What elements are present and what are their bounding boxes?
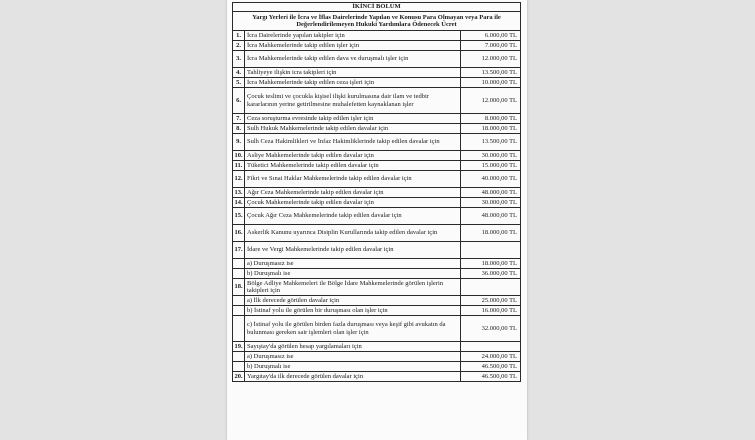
item-number <box>233 269 245 279</box>
item-description: Çocuk Ağır Ceza Mahkemelerinde takip edilen davalar için <box>245 208 461 225</box>
item-fee: 30.000,00 TL <box>461 198 521 208</box>
table-row <box>233 225 521 242</box>
item-fee: 48.000,00 TL <box>461 188 521 198</box>
table-row <box>233 242 521 259</box>
table-row <box>233 372 521 382</box>
item-description: a) Duruşmasız ise <box>245 352 461 362</box>
table-row <box>233 342 521 352</box>
item-description: b) İstinaf yolu ile görülen bir duruşması olan işler için <box>245 306 461 316</box>
item-fee <box>461 279 521 296</box>
item-description: Sulh Hukuk Mahkemelerinde takip edilen davalar için <box>245 124 461 134</box>
table-row <box>233 316 521 342</box>
table-row <box>233 198 521 208</box>
item-number: 2. <box>233 41 245 51</box>
item-fee: 36.000,00 TL <box>461 269 521 279</box>
item-number: 8. <box>233 124 245 134</box>
item-number <box>233 316 245 342</box>
item-description: Tüketici Mahkemelerinde takip edilen davalar için <box>245 161 461 171</box>
table-row <box>233 151 521 161</box>
item-description: Tahliyeye ilişkin icra takipleri için <box>245 68 461 78</box>
item-fee: 46.500,00 TL <box>461 372 521 382</box>
table-row <box>233 31 521 41</box>
item-number: 12. <box>233 171 245 188</box>
section-subtitle-row <box>233 12 521 31</box>
item-fee <box>461 342 521 352</box>
item-description: İcra Dairelerinde yapılan takipler için <box>245 31 461 41</box>
item-fee: 12.000,00 TL <box>461 88 521 114</box>
item-fee: 16.000,00 TL <box>461 306 521 316</box>
item-description: Fikri ve Sınai Haklar Mahkemelerinde takip edilen davalar için <box>245 171 461 188</box>
item-fee: 18.000,00 TL <box>461 225 521 242</box>
item-number: 7. <box>233 114 245 124</box>
item-fee: 10.000,00 TL <box>461 78 521 88</box>
item-description: İcra Mahkemelerinde takip edilen ceza işleri için <box>245 78 461 88</box>
item-description: İcra Mahkemelerinde takip edilen dava ve duruşmalı işler için <box>245 51 461 68</box>
table-row <box>233 51 521 68</box>
item-number: 1. <box>233 31 245 41</box>
item-description: İdare ve Vergi Mahkemelerinde takip edilen davalar için <box>245 242 461 259</box>
item-fee <box>461 242 521 259</box>
item-fee: 15.000,00 TL <box>461 161 521 171</box>
item-description: Yargıtay'da ilk derecede görülen davalar için <box>245 372 461 382</box>
table-row <box>233 362 521 372</box>
table-row <box>233 306 521 316</box>
item-number: 13. <box>234 188 243 196</box>
item-fee: 40.000,00 TL <box>461 171 521 188</box>
item-fee: 24.000,00 TL <box>461 352 521 362</box>
section-subtitle: Yargı Yerleri ile İcra ve İflas Dairelerinde Yapılan ve Konusu Para Olmayan veya Para ile Değerlendirilemeyen Hukuki Yardımlara Ödenecek Ücret <box>233 12 521 31</box>
item-description: c) İstinaf yolu ile görülen birden fazla duruşması veya keşif gibi avukatın da bulunması gereken sair işlemleri olan işler için <box>245 316 461 342</box>
table-row <box>233 124 521 134</box>
table-row <box>233 208 521 225</box>
table-row <box>233 279 521 296</box>
section-title-row <box>233 3 521 12</box>
item-fee: 46.500,00 TL <box>461 362 521 372</box>
item-fee: 48.000,00 TL <box>461 208 521 225</box>
document-page <box>227 0 527 440</box>
table-row <box>233 68 521 78</box>
item-description: Sayıştay'da görülen hesap yargılamaları için <box>245 342 461 352</box>
item-number <box>233 352 245 362</box>
item-description: Çocuk Mahkemelerinde takip edilen davalar için <box>245 198 461 208</box>
item-number: 20. <box>234 372 243 380</box>
table-row <box>233 78 521 88</box>
table-row <box>233 134 521 151</box>
item-fee: 13.500,00 TL <box>461 68 521 78</box>
item-fee: 25.000,00 TL <box>461 296 521 306</box>
table-row <box>233 188 521 198</box>
item-number: 18. <box>233 279 245 296</box>
item-number: 3. <box>233 51 245 68</box>
item-number <box>233 296 245 306</box>
table-row <box>233 161 521 171</box>
item-fee: 13.500,00 TL <box>461 134 521 151</box>
item-number: 9. <box>233 134 245 151</box>
item-number: 10. <box>234 151 243 159</box>
item-description: Bölge Adliye Mahkemeleri ile Bölge İdare Mahkemelerinde görülen işlerin takipleri için <box>245 279 461 296</box>
item-description: İcra Mahkemelerinde takip edilen işler için <box>245 41 461 51</box>
table-row <box>233 296 521 306</box>
item-number: 19. <box>234 342 243 350</box>
item-fee: 18.000,00 TL <box>461 259 521 269</box>
item-fee: 8.000,00 TL <box>461 114 521 124</box>
section-title: İKİNCİ BÖLÜM <box>233 3 521 12</box>
item-description: a) İlk derecede görülen davalar için <box>245 296 461 306</box>
item-number: 16. <box>233 225 245 242</box>
item-number <box>233 362 245 372</box>
item-fee: 7.000,00 TL <box>461 41 521 51</box>
item-number: 17. <box>233 242 245 259</box>
table-row <box>233 88 521 114</box>
table-row <box>233 171 521 188</box>
item-description: Sulh Ceza Hakimlikleri ve İnfaz Hakimliklerinde takip edilen davalar için <box>245 134 461 151</box>
item-description: a) Duruşmasız ise <box>245 259 461 269</box>
item-description: b) Duruşmalı ise <box>245 269 461 279</box>
item-fee: 12.000,00 TL <box>461 51 521 68</box>
table-row <box>233 41 521 51</box>
item-description: Çocuk teslimi ve çocukla kişisel ilişki kurulmasına dair ilam ve tedbir kararlarının yerine getirilmesine muhalefetten kaynaklanan işler <box>245 88 461 114</box>
item-number: 15. <box>233 208 245 225</box>
item-fee: 30.000,00 TL <box>461 151 521 161</box>
table-row <box>233 352 521 362</box>
item-number: 4. <box>233 68 245 78</box>
table-row <box>233 259 521 269</box>
item-description: Askerlik Kanunu uyarınca Disiplin Kurullarında takip edilen davalar için <box>245 225 461 242</box>
table-row <box>233 114 521 124</box>
item-fee: 6.000,00 TL <box>461 31 521 41</box>
item-number <box>233 306 245 316</box>
item-number <box>233 259 245 269</box>
item-fee: 18.000,00 TL <box>461 124 521 134</box>
item-description: Ceza soruşturma evresinde takip edilen işler için <box>245 114 461 124</box>
item-number: 14. <box>234 198 243 206</box>
item-number: 11. <box>233 161 245 171</box>
item-description: b) Duruşmalı ise <box>245 362 461 372</box>
item-fee: 32.000,00 TL <box>461 316 521 342</box>
item-number: 5. <box>233 78 245 88</box>
fee-table <box>232 2 521 382</box>
item-number: 6. <box>233 88 245 114</box>
item-description: Asliye Mahkemelerinde takip edilen davalar için <box>245 151 461 161</box>
item-description: Ağır Ceza Mahkemelerinde takip edilen davalar için <box>245 188 461 198</box>
table-row <box>233 269 521 279</box>
